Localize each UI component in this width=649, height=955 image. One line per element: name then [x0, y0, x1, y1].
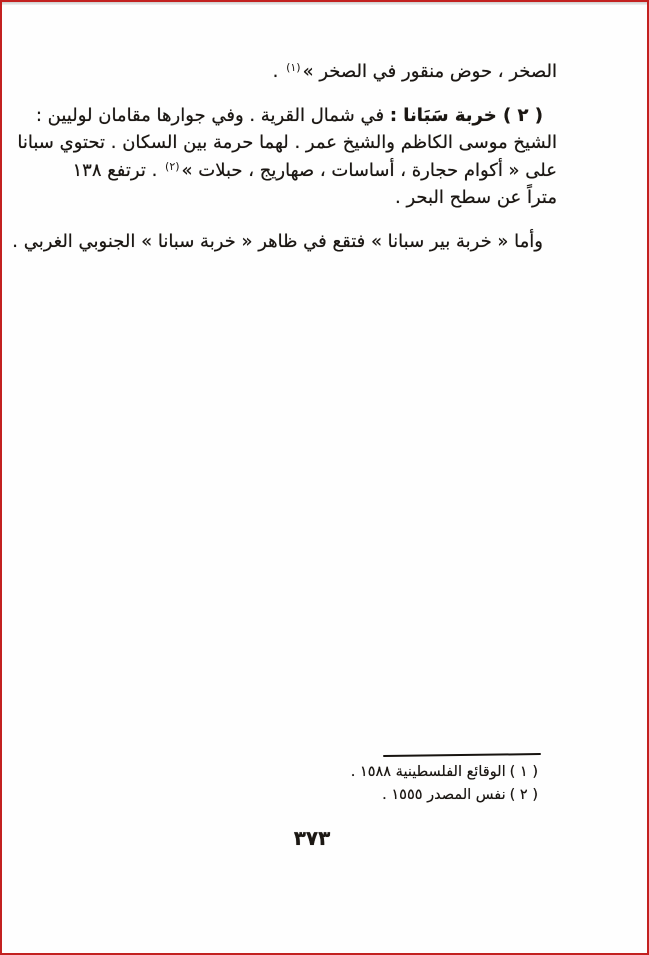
- footnote-1-label: ( ١ ): [509, 764, 538, 780]
- scan-edge-shadow: [2, 2, 647, 5]
- text-line: [273, 61, 557, 82]
- text-line: وأما « خربة بير سبانا » فتقع في ظاهر « خربة سبانا » الجنوبي الغربي .: [12, 230, 543, 252]
- footnote-1-text: الوقائع الفلسطينية ١٥٨٨ .: [350, 764, 506, 780]
- page-number: ٣٧٣: [293, 826, 331, 850]
- footnote-ref-2: (٢): [165, 159, 180, 173]
- footnote-2-text: نفس المصدر ١٥٥٥ .: [382, 787, 506, 803]
- paragraph-bir-sabana: [12, 228, 557, 256]
- footnote-separator-rule: [383, 753, 541, 757]
- text-line: الشيخ موسى الكاظم والشيخ عمر . لهما حرمة بين السكان . تحتوي سبانا: [17, 132, 557, 153]
- paragraph-text: الصخر ، حوض منقور في الصخر »: [302, 61, 557, 82]
- footnote-2-label: ( ٢ ): [509, 787, 538, 803]
- paragraph-continuation: [64, 58, 557, 86]
- paragraph-khirbet-sabana: [17, 102, 557, 212]
- body-text: [12, 58, 557, 255]
- footnote-ref-1: (١): [286, 61, 301, 74]
- text-line: [64, 157, 557, 185]
- footnotes: [351, 761, 538, 807]
- paragraph-tail: . ترتفع ١٣٨: [72, 159, 164, 181]
- paragraph-text: في شمال القرية . وفي جوارها مقامان لوليين :: [35, 104, 390, 126]
- footnote-1: [351, 761, 538, 784]
- text-line: [35, 102, 557, 130]
- text-line: متراً عن سطح البحر .: [395, 187, 557, 208]
- entry-heading: ( ٢ ) خربة سَبَانا :: [389, 104, 543, 126]
- paragraph-text: على « أكوام حجارة ، أساسات ، صهاريج ، حبلات »: [181, 159, 557, 181]
- paragraph-tail: .: [272, 61, 285, 82]
- footnote-2: [351, 784, 538, 807]
